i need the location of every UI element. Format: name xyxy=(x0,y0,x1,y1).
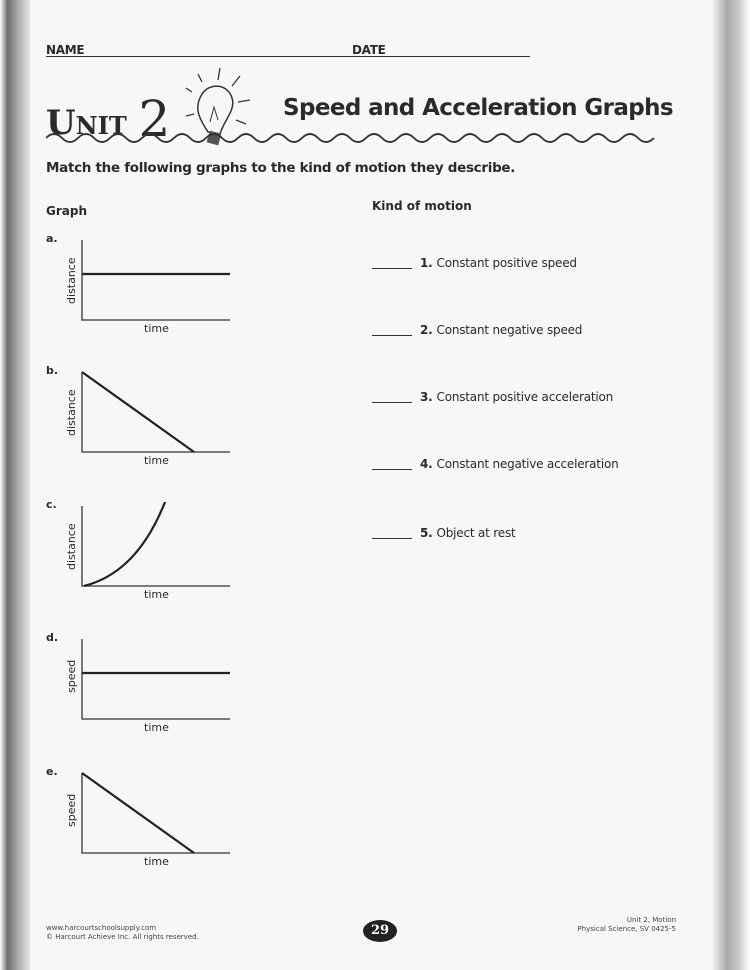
footer-unit: Unit 2, Motion xyxy=(626,916,676,924)
motion-graph-a xyxy=(80,236,240,326)
footer-course: Physical Science, SV 0425-5 xyxy=(577,925,676,933)
motion-graph-e xyxy=(80,769,240,859)
motion-item xyxy=(372,256,577,270)
motion-number: 2. xyxy=(420,323,433,337)
answer-blank[interactable] xyxy=(372,268,412,269)
unit-word: Unit xyxy=(46,103,127,143)
motion-number: 3. xyxy=(420,390,433,404)
motion-text: Object at rest xyxy=(436,526,516,540)
answer-blank[interactable] xyxy=(372,538,412,539)
x-axis-label: time xyxy=(144,721,169,734)
motion-text: Constant negative acceleration xyxy=(436,457,619,471)
motion-number: 4. xyxy=(420,457,433,471)
graph-line xyxy=(82,773,194,853)
motion-item xyxy=(372,457,619,471)
motion-text: Constant positive speed xyxy=(436,256,577,270)
motion-graph-c xyxy=(80,502,240,592)
y-axis-label: distance xyxy=(65,523,78,570)
x-axis-label: time xyxy=(144,454,169,467)
motion-graph-b xyxy=(80,368,240,458)
x-axis-label: time xyxy=(144,855,169,868)
motion-item xyxy=(372,323,582,337)
graph-label: c. xyxy=(46,498,57,511)
scan-edge-right xyxy=(712,0,750,970)
graph-axes xyxy=(82,773,230,853)
y-axis-label: speed xyxy=(65,793,78,827)
graph-axes xyxy=(82,372,230,452)
graph-column-header: Graph xyxy=(46,204,87,218)
y-axis-label: distance xyxy=(65,389,78,436)
motion-text: Constant positive acceleration xyxy=(436,390,614,404)
wavy-divider xyxy=(46,128,676,144)
scan-edge-left xyxy=(0,0,30,970)
footer-copyright: © Harcourt Achieve Inc. All rights reserved. xyxy=(46,933,199,941)
motion-item xyxy=(372,526,516,540)
footer-website: www.harcourtschoolsupply.com xyxy=(46,924,157,932)
graph-label: e. xyxy=(46,765,58,778)
graph-axes xyxy=(82,639,230,719)
graph-axes xyxy=(82,240,230,320)
graph-axes xyxy=(82,506,230,586)
y-axis-label: distance xyxy=(65,257,78,304)
name-date-line xyxy=(46,56,530,57)
graph-label: b. xyxy=(46,364,59,377)
answer-blank[interactable] xyxy=(372,469,412,470)
x-axis-label: time xyxy=(144,322,169,335)
motion-graph-d xyxy=(80,635,240,725)
name-label: NAME xyxy=(46,43,85,57)
graph-line xyxy=(82,372,194,452)
answer-blank[interactable] xyxy=(372,335,412,336)
graph-line xyxy=(84,502,168,586)
motion-number: 1. xyxy=(420,256,433,270)
worksheet-title: Speed and Acceleration Graphs xyxy=(283,95,674,121)
graph-label: d. xyxy=(46,631,59,644)
x-axis-label: time xyxy=(144,588,169,601)
motion-column-header: Kind of motion xyxy=(372,199,472,213)
motion-number: 5. xyxy=(420,526,433,540)
page-number: 29 xyxy=(363,920,397,942)
instructions: Match the following graphs to the kind of motion they describe. xyxy=(46,160,516,176)
date-label: DATE xyxy=(352,43,386,57)
graph-label: a. xyxy=(46,232,58,245)
answer-blank[interactable] xyxy=(372,402,412,403)
motion-item xyxy=(372,390,613,404)
motion-text: Constant negative speed xyxy=(436,323,583,337)
unit-number: 2 xyxy=(138,90,171,148)
y-axis-label: speed xyxy=(65,659,78,693)
